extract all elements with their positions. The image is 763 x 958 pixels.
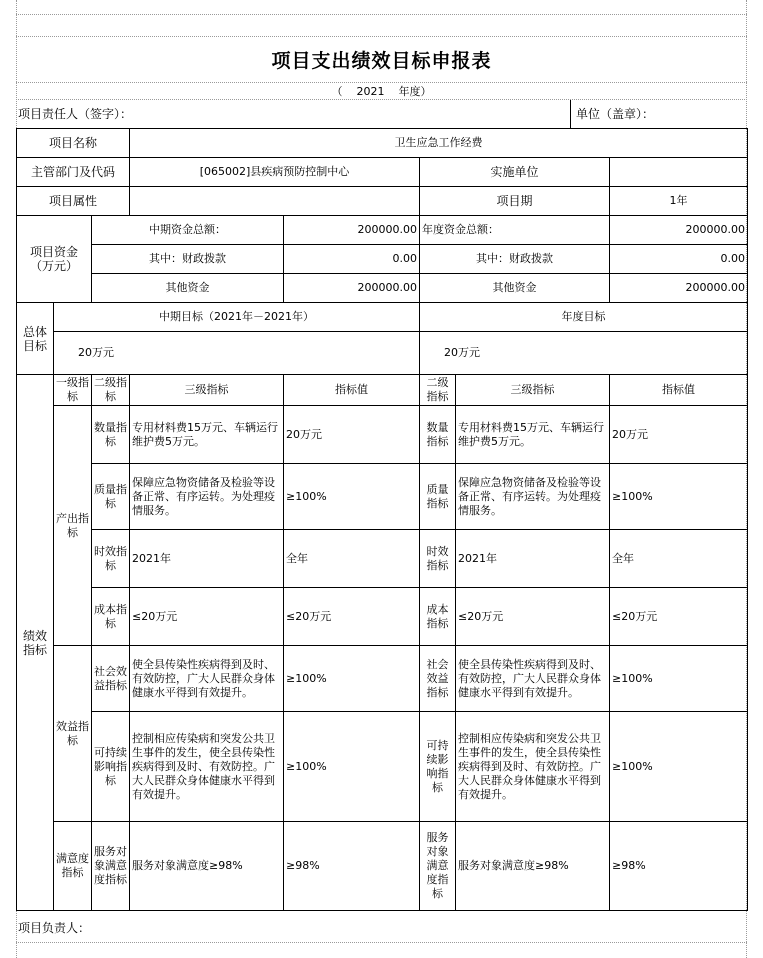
year-level3-text: ≤20万元 bbox=[456, 588, 610, 646]
output-indicators-label: 产出指标 bbox=[54, 406, 92, 646]
year-target-value: 20万元 bbox=[420, 332, 748, 375]
satisfaction-indicators-label: 满意度指标 bbox=[54, 822, 92, 911]
year-indicator-value: ≤20万元 bbox=[610, 588, 748, 646]
year-line: （ 2021 年度） bbox=[331, 85, 432, 98]
year-indicator-value: ≥100% bbox=[610, 646, 748, 712]
year-level3-text: 2021年 bbox=[456, 530, 610, 588]
indicator-value: ≥100% bbox=[284, 646, 420, 712]
project-name-value: 卫生应急工作经费 bbox=[130, 129, 748, 158]
responsible-label: 项目责任人（签字）： bbox=[18, 107, 133, 121]
perf-indicators-label: 绩效指标 bbox=[17, 375, 54, 911]
header-year-level2: 二级指标 bbox=[420, 375, 456, 406]
year-level2-label: 时效指标 bbox=[420, 530, 456, 588]
page-title: 项目支出绩效目标申报表 bbox=[271, 49, 492, 72]
year-level3-text: 专用材料费15万元、车辆运行维护费5万元。 bbox=[456, 406, 610, 464]
level3-text: 保障应急物资储备及检验等设备正常、有序运转。为处理疫情服务。 bbox=[130, 464, 284, 530]
year-level2-label: 质量指标 bbox=[420, 464, 456, 530]
attr-value bbox=[130, 187, 420, 216]
level3-text: 使全县传染性疾病得到及时、有效防控，广大人民群众身体健康水平得到有效提升。 bbox=[130, 646, 284, 712]
footer-responsible-label: 项目负责人： bbox=[18, 921, 91, 935]
year-target-label: 年度目标 bbox=[420, 303, 748, 332]
period-value: 1年 bbox=[610, 187, 748, 216]
year-level3-text: 控制相应传染病和突发公共卫生事件的发生，使全县传染性疾病得到及时、有效防控。广大人民群众身体健康水平得到有效提升。 bbox=[456, 712, 610, 822]
project-name-label: 项目名称 bbox=[17, 129, 130, 158]
funds-label: 项目资金（万元） bbox=[17, 216, 92, 303]
level2-label: 时效指标 bbox=[92, 530, 130, 588]
dept-label: 主管部门及代码 bbox=[17, 158, 130, 187]
mid-other-value: 200000.00 bbox=[284, 274, 420, 303]
indicator-value: 全年 bbox=[284, 530, 420, 588]
header-year-value: 指标值 bbox=[610, 375, 748, 406]
mid-other-label: 其他资金 bbox=[92, 274, 284, 303]
level2-label: 质量指标 bbox=[92, 464, 130, 530]
divider bbox=[570, 100, 571, 128]
mid-target-value: 20万元 bbox=[54, 332, 420, 375]
indicator-value: ≥98% bbox=[284, 822, 420, 911]
year-other-label: 其他资金 bbox=[420, 274, 610, 303]
header-value: 指标值 bbox=[284, 375, 420, 406]
year-indicator-value: ≥100% bbox=[610, 712, 748, 822]
indicator-value: ≥100% bbox=[284, 712, 420, 822]
year-level2-label: 社会效益指标 bbox=[420, 646, 456, 712]
unit-label: 单位（盖章）： bbox=[576, 107, 655, 121]
header-level2: 二级指标 bbox=[92, 375, 130, 406]
level2-label: 社会效益指标 bbox=[92, 646, 130, 712]
header-level3: 三级指标 bbox=[130, 375, 284, 406]
year-level2-label: 成本指标 bbox=[420, 588, 456, 646]
mid-total-value: 200000.00 bbox=[284, 216, 420, 245]
header-level1: 一级指标 bbox=[54, 375, 92, 406]
level2-label: 成本指标 bbox=[92, 588, 130, 646]
gridline bbox=[16, 942, 747, 943]
attr-label: 项目属性 bbox=[17, 187, 130, 216]
indicator-value: ≤20万元 bbox=[284, 588, 420, 646]
year-level3-text: 服务对象满意度≥98% bbox=[456, 822, 610, 911]
level3-text: ≤20万元 bbox=[130, 588, 284, 646]
year-level2-label: 服务对象满意度指标 bbox=[420, 822, 456, 911]
impl-unit-value bbox=[610, 158, 748, 187]
effect-indicators-label: 效益指标 bbox=[54, 646, 92, 822]
mid-fiscal-value: 0.00 bbox=[284, 245, 420, 274]
year-level3-text: 保障应急物资储备及检验等设备正常、有序运转。为处理疫情服务。 bbox=[456, 464, 610, 530]
level3-text: 控制相应传染病和突发公共卫生事件的发生，使全县传染性疾病得到及时、有效防控。广大人民群众身体健康水平得到有效提升。 bbox=[130, 712, 284, 822]
impl-unit-label: 实施单位 bbox=[420, 158, 610, 187]
mid-fiscal-label: 其中：财政拨款 bbox=[92, 245, 284, 274]
level3-text: 2021年 bbox=[130, 530, 284, 588]
year-fiscal-label: 其中：财政拨款 bbox=[420, 245, 610, 274]
year-other-value: 200000.00 bbox=[610, 274, 748, 303]
dept-value: [065002]县疾病预防控制中心 bbox=[130, 158, 420, 187]
mid-target-label: 中期目标（2021年－2021年） bbox=[54, 303, 420, 332]
year-fiscal-value: 0.00 bbox=[610, 245, 748, 274]
year-indicator-value: ≥98% bbox=[610, 822, 748, 911]
year-level3-text: 使全县传染性疾病得到及时、有效防控，广大人民群众身体健康水平得到有效提升。 bbox=[456, 646, 610, 712]
indicator-value: ≥100% bbox=[284, 464, 420, 530]
overall-target-label: 总体目标 bbox=[17, 303, 54, 375]
level2-label: 可持续影响指标 bbox=[92, 712, 130, 822]
indicator-value: 20万元 bbox=[284, 406, 420, 464]
year-level2-label: 数量指标 bbox=[420, 406, 456, 464]
gridline bbox=[16, 14, 747, 15]
mid-total-label: 中期资金总额： bbox=[92, 216, 284, 245]
year-indicator-value: 全年 bbox=[610, 530, 748, 588]
year-total-label: 年度资金总额： bbox=[420, 216, 610, 245]
year-indicator-value: ≥100% bbox=[610, 464, 748, 530]
responsible-row bbox=[16, 100, 747, 128]
level3-text: 服务对象满意度≥98% bbox=[130, 822, 284, 911]
level2-label: 服务对象满意度指标 bbox=[92, 822, 130, 911]
period-label: 项目期 bbox=[420, 187, 610, 216]
performance-table bbox=[16, 128, 748, 911]
year-total-value: 200000.00 bbox=[610, 216, 748, 245]
level2-label: 数量指标 bbox=[92, 406, 130, 464]
header-year-level3: 三级指标 bbox=[456, 375, 610, 406]
year-level2-label: 可持续影响指标 bbox=[420, 712, 456, 822]
level3-text: 专用材料费15万元、车辆运行维护费5万元。 bbox=[130, 406, 284, 464]
year-indicator-value: 20万元 bbox=[610, 406, 748, 464]
